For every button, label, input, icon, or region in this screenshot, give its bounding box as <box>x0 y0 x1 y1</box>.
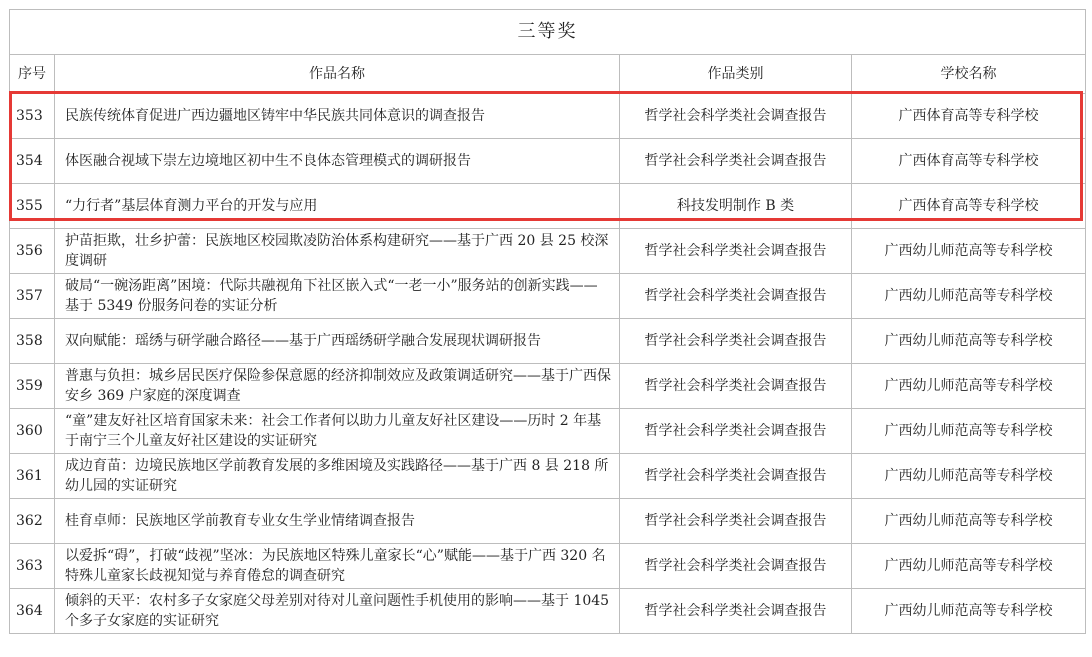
row-category: 科技发明制作 B 类 <box>620 184 852 229</box>
table-row <box>10 139 1086 184</box>
row-school: 广西幼儿师范高等专科学校 <box>852 499 1086 544</box>
row-school: 广西幼儿师范高等专科学校 <box>852 409 1086 454</box>
row-no: 358 <box>10 319 55 364</box>
header-row <box>10 55 1086 94</box>
row-no: 360 <box>10 409 55 454</box>
row-name: 民族传统体育促进广西边疆地区铸牢中华民族共同体意识的调查报告 <box>55 94 620 139</box>
header-no: 序号 <box>10 55 55 94</box>
row-category: 哲学社会科学类社会调查报告 <box>620 139 852 184</box>
row-school: 广西幼儿师范高等专科学校 <box>852 229 1086 274</box>
row-category: 哲学社会科学类社会调查报告 <box>620 454 852 499</box>
row-school: 广西幼儿师范高等专科学校 <box>852 319 1086 364</box>
row-school: 广西体育高等专科学校 <box>852 184 1086 229</box>
row-name: 桂育卓师：民族地区学前教育专业女生学业情绪调查报告 <box>55 499 620 544</box>
row-category: 哲学社会科学类社会调查报告 <box>620 94 852 139</box>
row-no: 361 <box>10 454 55 499</box>
row-school: 广西幼儿师范高等专科学校 <box>852 544 1086 589</box>
row-no: 364 <box>10 589 55 634</box>
row-school: 广西幼儿师范高等专科学校 <box>852 454 1086 499</box>
table-title: 三等奖 <box>10 10 1086 55</box>
table-row <box>10 544 1086 589</box>
row-name: 破局“一碗汤距离”困境：代际共融视角下社区嵌入式“一老一小”服务站的创新实践——基于 5349 份服务问卷的实证分析 <box>55 274 620 319</box>
row-school: 广西幼儿师范高等专科学校 <box>852 364 1086 409</box>
table-row <box>10 589 1086 634</box>
award-table-container <box>9 9 1085 634</box>
row-no: 363 <box>10 544 55 589</box>
row-school: 广西体育高等专科学校 <box>852 94 1086 139</box>
row-category: 哲学社会科学类社会调查报告 <box>620 319 852 364</box>
table-row <box>10 364 1086 409</box>
row-category: 哲学社会科学类社会调查报告 <box>620 229 852 274</box>
row-no: 353 <box>10 94 55 139</box>
row-category: 哲学社会科学类社会调查报告 <box>620 544 852 589</box>
table-row <box>10 184 1086 229</box>
row-school: 广西幼儿师范高等专科学校 <box>852 589 1086 634</box>
row-name: 倾斜的天平：农村多子女家庭父母差别对待对儿童问题性手机使用的影响——基于 1045 个多子女家庭的实证研究 <box>55 589 620 634</box>
table-row <box>10 454 1086 499</box>
table-row <box>10 94 1086 139</box>
row-school: 广西体育高等专科学校 <box>852 139 1086 184</box>
row-name: 体医融合视域下崇左边境地区初中生不良体态管理模式的调研报告 <box>55 139 620 184</box>
row-category: 哲学社会科学类社会调查报告 <box>620 274 852 319</box>
row-no: 362 <box>10 499 55 544</box>
row-name: 以爱拆“碍”，打破“歧视”坚冰：为民族地区特殊儿童家长“心”赋能——基于广西 320 名特殊儿童家长歧视知觉与养育倦怠的调查研究 <box>55 544 620 589</box>
award-table <box>9 9 1086 634</box>
row-name: 双向赋能：瑶绣与研学融合路径——基于广西瑶绣研学融合发展现状调研报告 <box>55 319 620 364</box>
row-name: 普惠与负担：城乡居民医疗保险参保意愿的经济抑制效应及政策调适研究——基于广西保安乡 369 户家庭的深度调查 <box>55 364 620 409</box>
table-row <box>10 274 1086 319</box>
row-name: “童”建友好社区培育国家未来：社会工作者何以助力儿童友好社区建设——历时 2 年基于南宁三个儿童友好社区建设的实证研究 <box>55 409 620 454</box>
table-row <box>10 409 1086 454</box>
table-row <box>10 229 1086 274</box>
row-school: 广西幼儿师范高等专科学校 <box>852 274 1086 319</box>
row-no: 359 <box>10 364 55 409</box>
row-category: 哲学社会科学类社会调查报告 <box>620 499 852 544</box>
header-category: 作品类别 <box>620 55 852 94</box>
row-no: 354 <box>10 139 55 184</box>
table-row <box>10 499 1086 544</box>
row-no: 355 <box>10 184 55 229</box>
row-category: 哲学社会科学类社会调查报告 <box>620 364 852 409</box>
table-row <box>10 319 1086 364</box>
header-school: 学校名称 <box>852 55 1086 94</box>
row-category: 哲学社会科学类社会调查报告 <box>620 589 852 634</box>
row-name: “力行者”基层体育测力平台的开发与应用 <box>55 184 620 229</box>
row-name: 护苗拒欺，壮乡护蕾：民族地区校园欺凌防治体系构建研究——基于广西 20 县 25 校深度调研 <box>55 229 620 274</box>
row-category: 哲学社会科学类社会调查报告 <box>620 409 852 454</box>
row-no: 356 <box>10 229 55 274</box>
row-name: 成边育苗：边境民族地区学前教育发展的多维困境及实践路径——基于广西 8 县 218 所幼儿园的实证研究 <box>55 454 620 499</box>
row-no: 357 <box>10 274 55 319</box>
header-name: 作品名称 <box>55 55 620 94</box>
